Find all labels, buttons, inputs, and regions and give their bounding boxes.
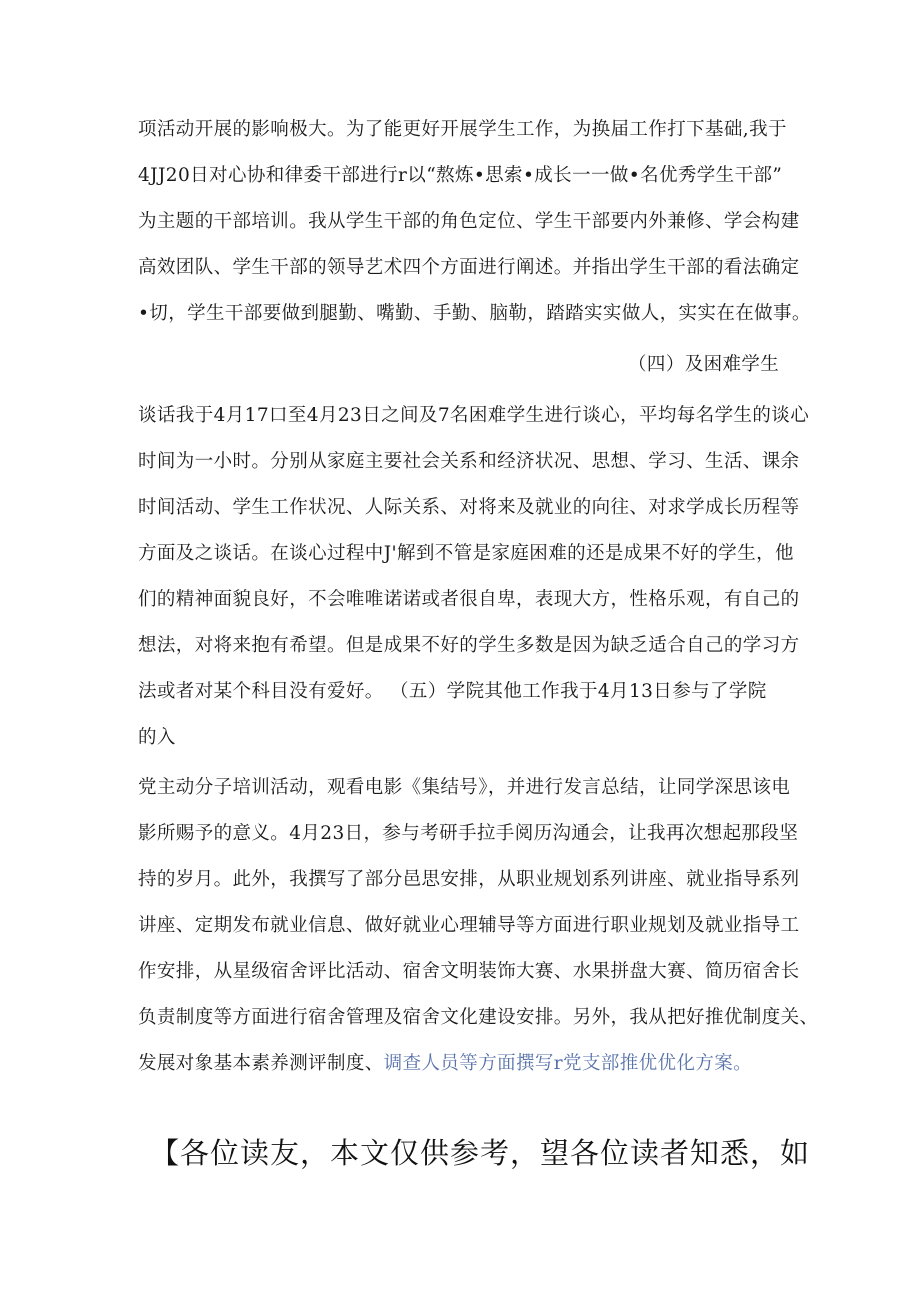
text-line: 负责制度等方面进行宿舍管理及宿舍文化建设安排。另外，我从把好推优制度关、 — [138, 1007, 819, 1028]
text-line: 谈话我于4月17口至4月23日之间及7名困难学生进行谈心，平均每名学生的谈心 — [138, 405, 810, 426]
text-line: 时间为一小时。分别从家庭主要社会关系和经济状况、思想、学习、生活、课余 — [138, 451, 800, 472]
text-line: 持的岁月。此外，我撰写了部分邑思安排，从职业规划系列讲座、就业指导系列 — [138, 869, 800, 890]
text-line: 作安排，从星级宿舍评比活动、宿舍文明装饰大赛、水果拼盘大赛、简历宿舍长 — [138, 961, 800, 982]
text-line: 想法，对将来抱有希望。但是成果不好的学生多数是因为缺乏适合自己的学习方 — [138, 635, 800, 656]
text-line: 方面及之谈话。在谈心过程中J'解到不管是家庭困难的还是成果不好的学生，他 — [138, 543, 794, 564]
text-line: 影所赐予的意义。4月23日，参与考研手拉手阅历沟通会，让我再次想起那段坚 — [138, 823, 799, 844]
text-line: 为主题的干部培训。我从学生干部的角色定位、学生干部要内外兼修、学会构建 — [138, 211, 800, 232]
reader-notice-banner: 【各位读友，本文仅供参考，望各位读者知悉，如 — [150, 1136, 811, 1170]
highlighted-text: 调查人员等方面撰写r党支部推优优化方案。 — [383, 1053, 753, 1074]
text-line: 4JJ20日对心协和律委干部进行r以“熬炼•思索•成长一一做•名优秀学生干部” — [138, 165, 783, 186]
text-line: 党主动分子培训活动，观看电影《集结号》，并进行发言总结，让同学深思该电 — [138, 777, 791, 798]
text-line: 法或者对某个科目没有爱好。 （五）学院其他工作我于4月13日参与了学院 — [138, 681, 767, 702]
text-line: 项活动开展的影响极大。为了能更好开展学生工作，为换届工作打下基础,我于 — [138, 119, 787, 140]
text-line: 的入 — [138, 727, 176, 748]
text-line: •切，学生干部要做到腿勤、嘴勤、手勤、脑勒，踏踏实实做人，实实在在做事。 — [138, 303, 811, 324]
text-line: 高效团队、学生干部的领导艺术四个方面进行阐述。并指出学生干部的看法确定 — [138, 257, 800, 278]
text-line-final — [138, 1052, 752, 1076]
text-line: 们的精神面貌良好，不会唯唯诺诺或者很自卑，表现大方，性格乐观，有自己的 — [138, 589, 800, 610]
section-heading: （四）及困难学生 — [628, 354, 780, 375]
text-segment: 发展对象基本素养测评制度、 — [138, 1053, 384, 1074]
text-line: 讲座、定期发布就业信息、做好就业心理辅导等方面进行职业规划及就业指导工 — [138, 915, 800, 936]
text-line: 时间活动、学生工作状况、人际关系、对将来及就业的向往、对求学成长历程等 — [138, 497, 800, 518]
